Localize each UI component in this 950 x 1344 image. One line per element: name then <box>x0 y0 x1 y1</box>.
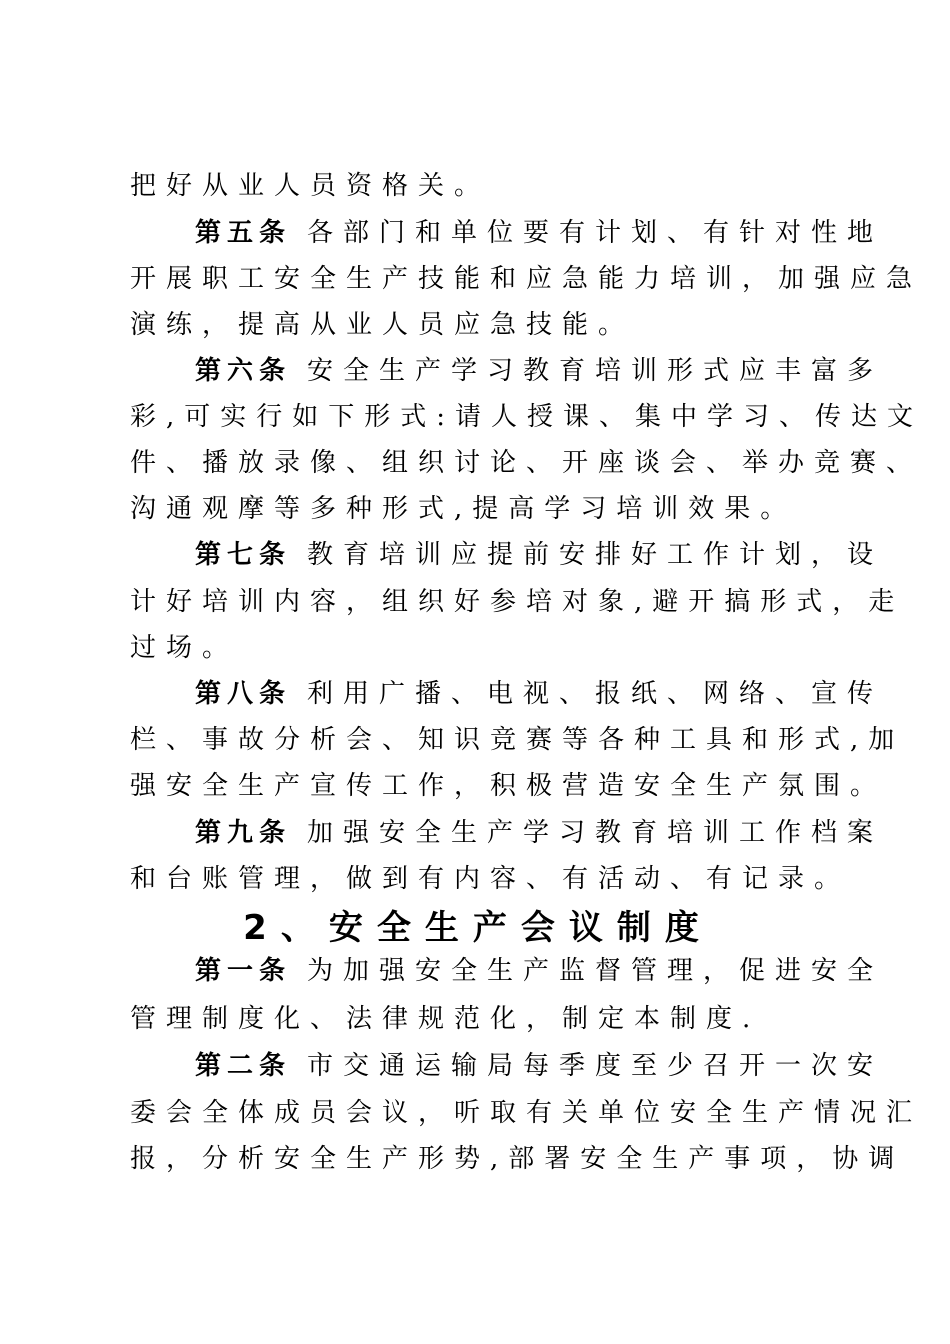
text: 强安全生产宣传工作，积极营造安全生产氛围。 <box>130 771 887 801</box>
article-7-line-2 <box>130 579 905 625</box>
article-8-line-2 <box>130 717 905 763</box>
article-7-line-1 <box>195 532 884 578</box>
text: 过场。 <box>130 633 239 663</box>
text: 把好从业人员资格关。 <box>130 171 491 201</box>
text: 演练，提高从业人员应急技能。 <box>130 310 635 340</box>
article-6-line-3 <box>130 440 923 486</box>
text: 利用广播、电视、报纸、网络、宣传 <box>307 679 884 709</box>
article-7-line-3 <box>130 625 826 671</box>
article-label: 第八条 <box>195 679 292 709</box>
text: 栏、事故分析会、知识竞赛等各种工具和形式,加 <box>130 725 905 755</box>
article-b2-line-3 <box>130 1136 905 1182</box>
article-b2-line-1 <box>195 1043 884 1089</box>
text: 各部门和单位要有计划、有针对性地 <box>307 218 884 248</box>
text-line <box>130 163 826 209</box>
text: 为加强安全生产监督管理，促进安全 <box>307 956 884 986</box>
article-label: 第九条 <box>195 818 292 848</box>
article-label: 第二条 <box>195 1051 292 1081</box>
article-label: 第一条 <box>195 956 292 986</box>
article-b1-line-1 <box>195 948 884 994</box>
article-6-line-1 <box>195 348 884 394</box>
article-label: 第五条 <box>195 218 292 248</box>
article-label: 第六条 <box>195 356 292 386</box>
article-8-line-3 <box>130 763 887 809</box>
section-heading: 2、安全生产会议制度 <box>243 908 713 948</box>
text: 沟通观摩等多种形式,提高学习培训效果。 <box>130 494 797 524</box>
text: 委会全体成员会议，听取有关单位安全生产情况汇 <box>130 1098 923 1128</box>
article-5-line-2 <box>130 256 923 302</box>
text: 加强安全生产学习教育培训工作档案 <box>307 818 884 848</box>
article-6-line-2 <box>130 394 924 440</box>
article-b2-line-2 <box>130 1090 923 1136</box>
text: 教育培训应提前安排好工作计划，设 <box>307 540 884 570</box>
article-9-line-2 <box>130 856 851 902</box>
text: 管理制度化、法律规范化，制定本制度. <box>130 1004 761 1034</box>
text: 安全生产学习教育培训形式应丰富多 <box>307 356 884 386</box>
article-6-line-4 <box>130 486 826 532</box>
article-8-line-1 <box>195 671 884 717</box>
article-5-line-3 <box>130 302 826 348</box>
article-label: 第七条 <box>195 540 292 570</box>
text: 件、播放录像、组织讨论、开座谈会、举办竞赛、 <box>130 448 923 478</box>
article-9-line-1 <box>195 810 884 856</box>
text: 开展职工安全生产技能和应急能力培训，加强应急 <box>130 264 923 294</box>
article-b1-line-2 <box>130 996 826 1042</box>
article-5-line-1 <box>195 210 884 256</box>
text: 报，分析安全生产形势,部署安全生产事项，协调 <box>130 1144 905 1174</box>
text: 和台账管理，做到有内容、有活动、有记录。 <box>130 864 851 894</box>
text: 计好培训内容，组织好参培对象,避开搞形式，走 <box>130 587 905 617</box>
text: 市交通运输局每季度至少召开一次安 <box>307 1051 884 1081</box>
text: 彩,可实行如下形式:请人授课、集中学习、传达文 <box>130 402 924 432</box>
